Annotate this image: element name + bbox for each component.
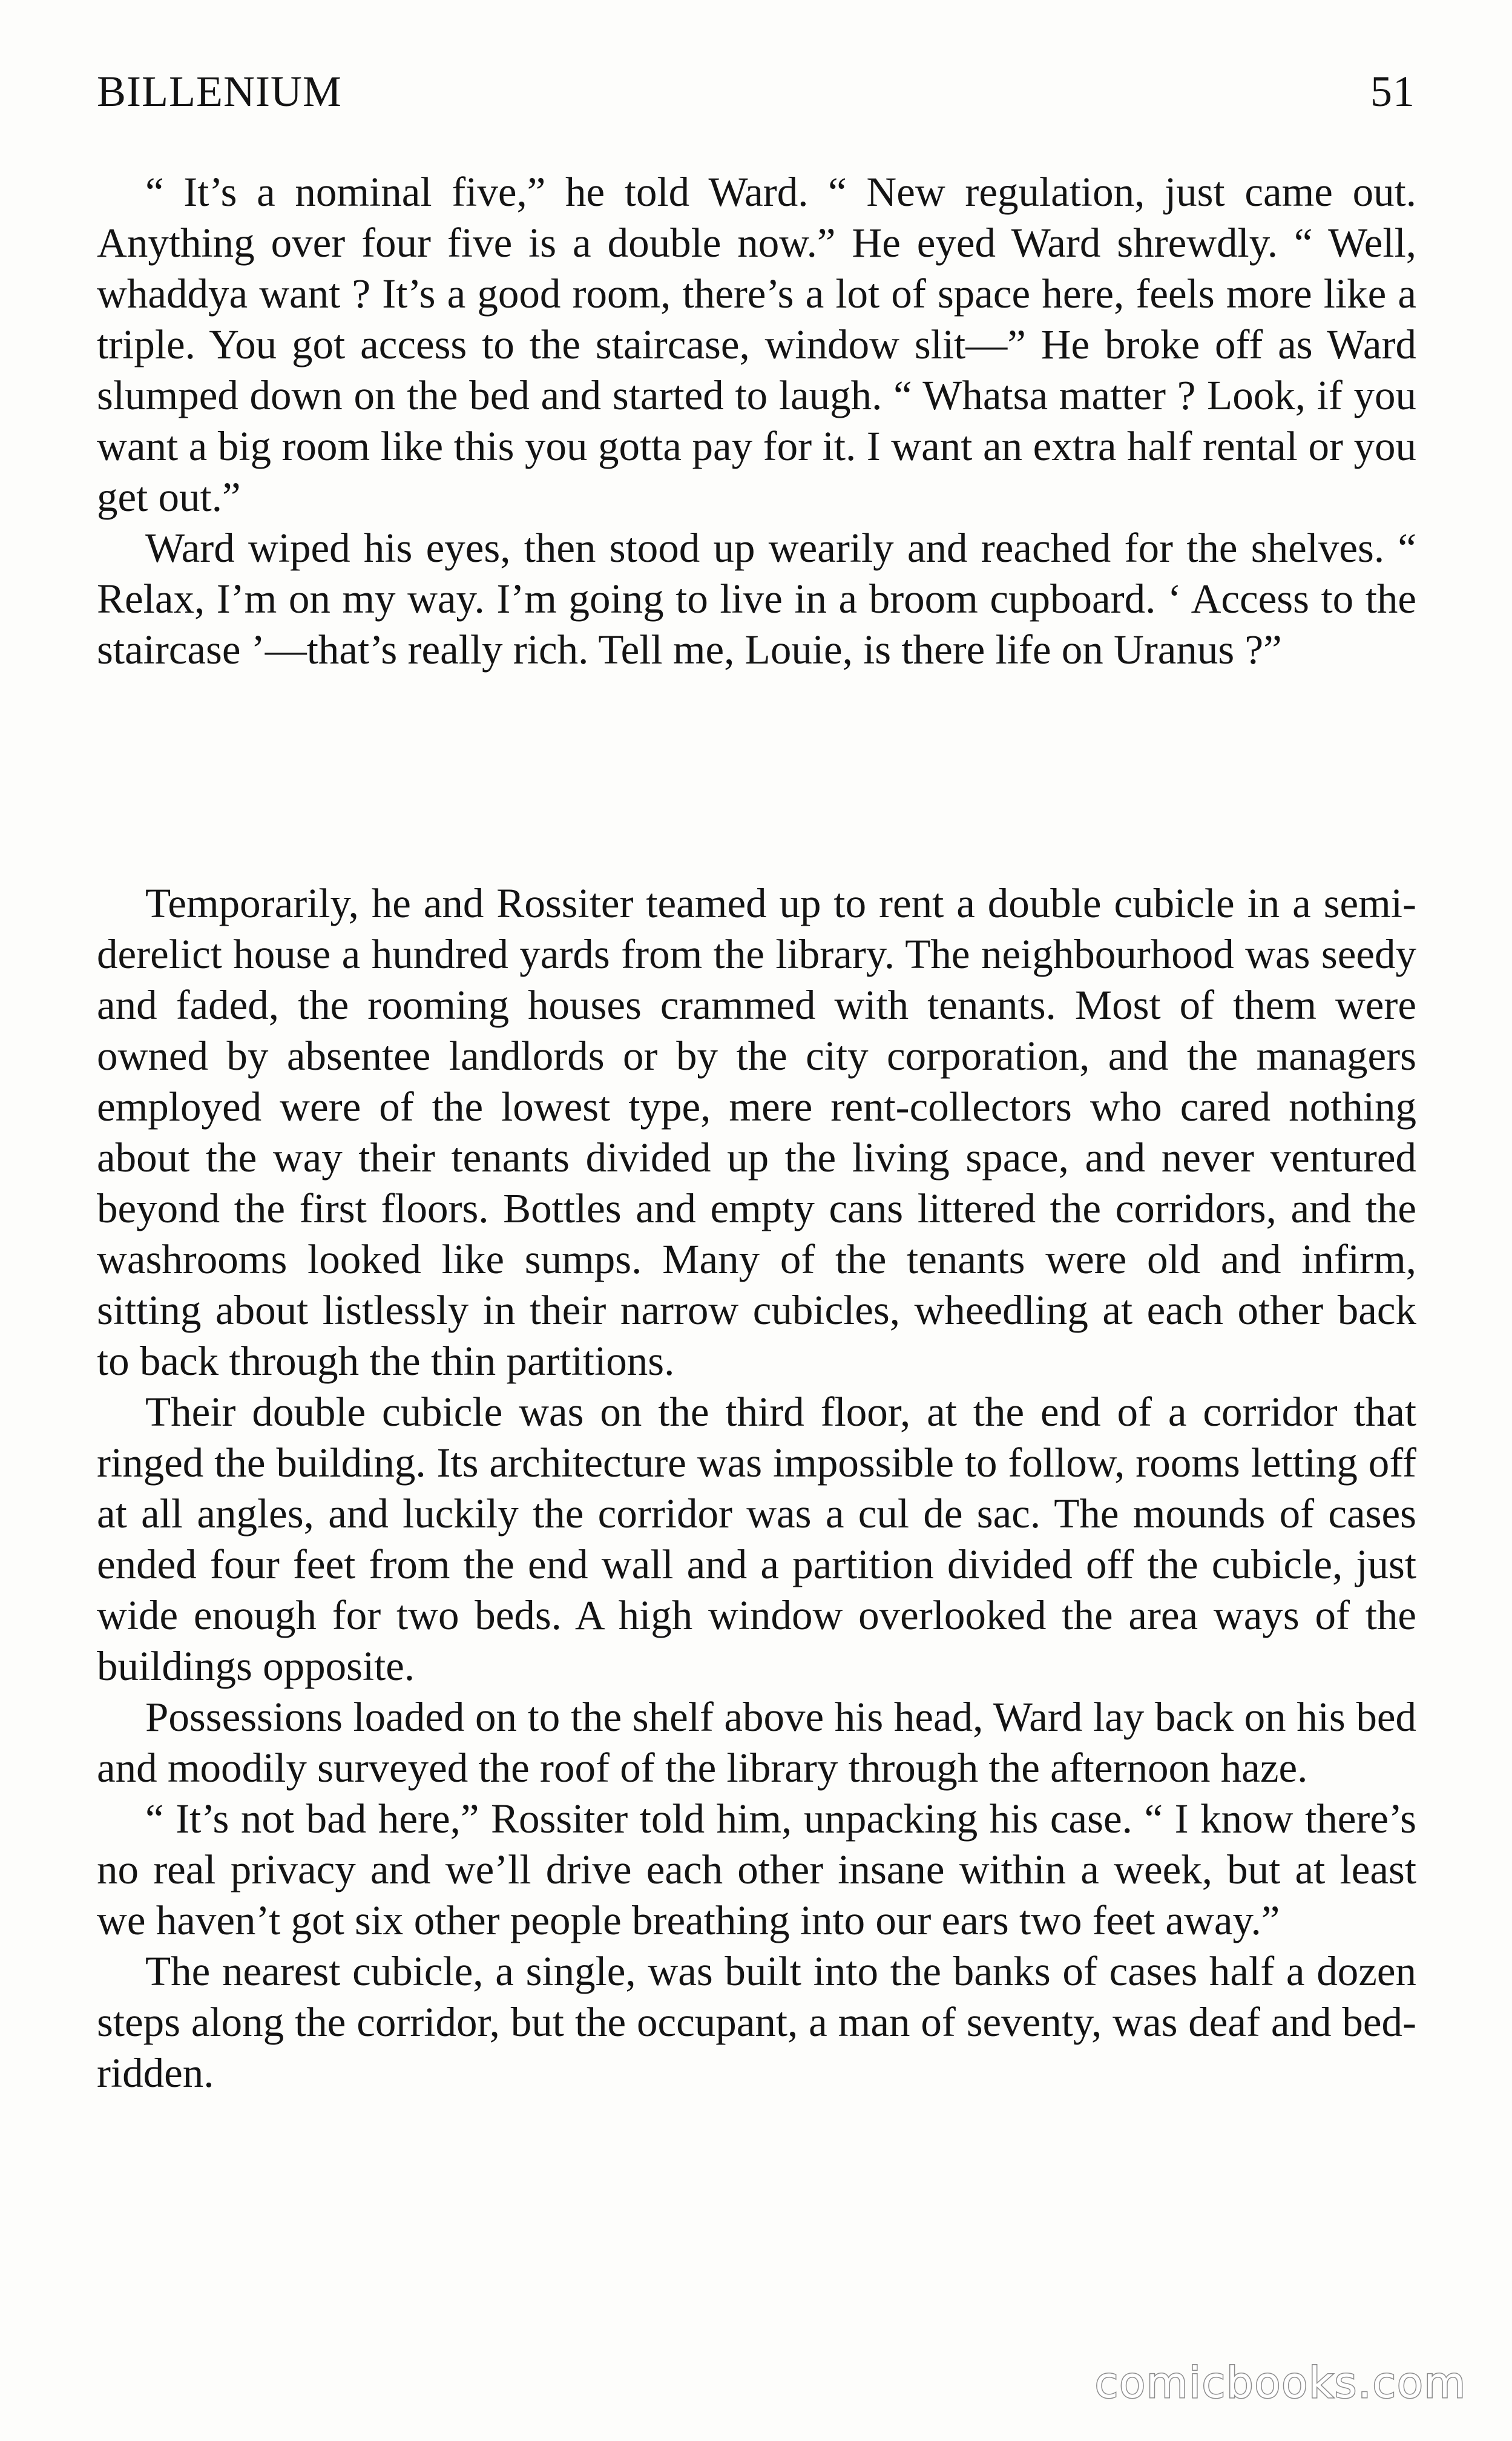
- running-title: BILLENIUM: [97, 67, 342, 116]
- paragraph: Temporarily, he and Rossiter teamed up to rent a double cubicle in a semi-derelict house a hundred yards from the library. The neighbourhood was seedy and faded, the rooming houses crammed with tenants. Most of them were owned by absentee landlords or by the city corporation, and the managers employed were of the lowest type, mere rent-collectors who cared nothing about the way their tenants divided up the living space, and never ventured beyond the first floors. Bottles and empty cans littered the corridors, and the washrooms looked like sumps. Many of the tenants were old and infirm, sitting about listlessly in their narrow cubicles, wheedling at each other back to back through the thin partitions.: [97, 880, 1416, 1384]
- watermark: comicbooks.com: [1094, 2358, 1467, 2408]
- paragraph: Their double cubicle was on the third floor, at the end of a corridor that ringed the building. Its architecture was impossible to follow, rooms letting off at all angles, and luckily the corridor was a cul de sac. The mounds of cases ended four feet from the end wall and a partition divided off the cubicle, just wide enough for two beds. A high window overlooked the area ways of the buildings opposite.: [97, 1389, 1416, 1689]
- page-number: 51: [1370, 67, 1415, 116]
- paragraph: Ward wiped his eyes, then stood up wearily and reached for the shelves. “ Relax, I’m on my way. I’m going to live in a broom cupboard. ‘ Access to the staircase ’—that’s really rich. Tell me, Louie, is there life on Uranus ?”: [97, 525, 1416, 673]
- paragraph: “ It’s a nominal five,” he told Ward. “ New regulation, just came out. Anything over four five is a double now.” He eyed Ward shrewdly. “ Well, whaddya want ? It’s a good room, there’s a lot of space here, feels more like a triple. You got access to the staircase, window slit—” He broke off as Ward slumped down on the bed and started to laugh. “ Whatsa matter ? Look, if you want a big room like this you gotta pay for it. I want an extra half rental or you get out.”: [97, 169, 1416, 520]
- paragraph: “ It’s not bad here,” Rossiter told him, unpacking his case. “ I know there’s no real privacy and we’ll drive each other insane within a week, but at least we haven’t got six other people breathing into our ears two feet away.”: [97, 1796, 1416, 1943]
- running-head: [97, 67, 1415, 121]
- scene-one-text: [97, 166, 1416, 675]
- paragraph: Possessions loaded on to the shelf above his head, Ward lay back on his bed and moodily surveyed the roof of the library through the afternoon haze.: [97, 1694, 1416, 1791]
- paragraph: The nearest cubicle, a single, was built into the banks of cases half a dozen steps along the corridor, but the occupant, a man of seventy, was deaf and bed-ridden.: [97, 1948, 1416, 2096]
- scene-two-text: [97, 878, 1416, 2098]
